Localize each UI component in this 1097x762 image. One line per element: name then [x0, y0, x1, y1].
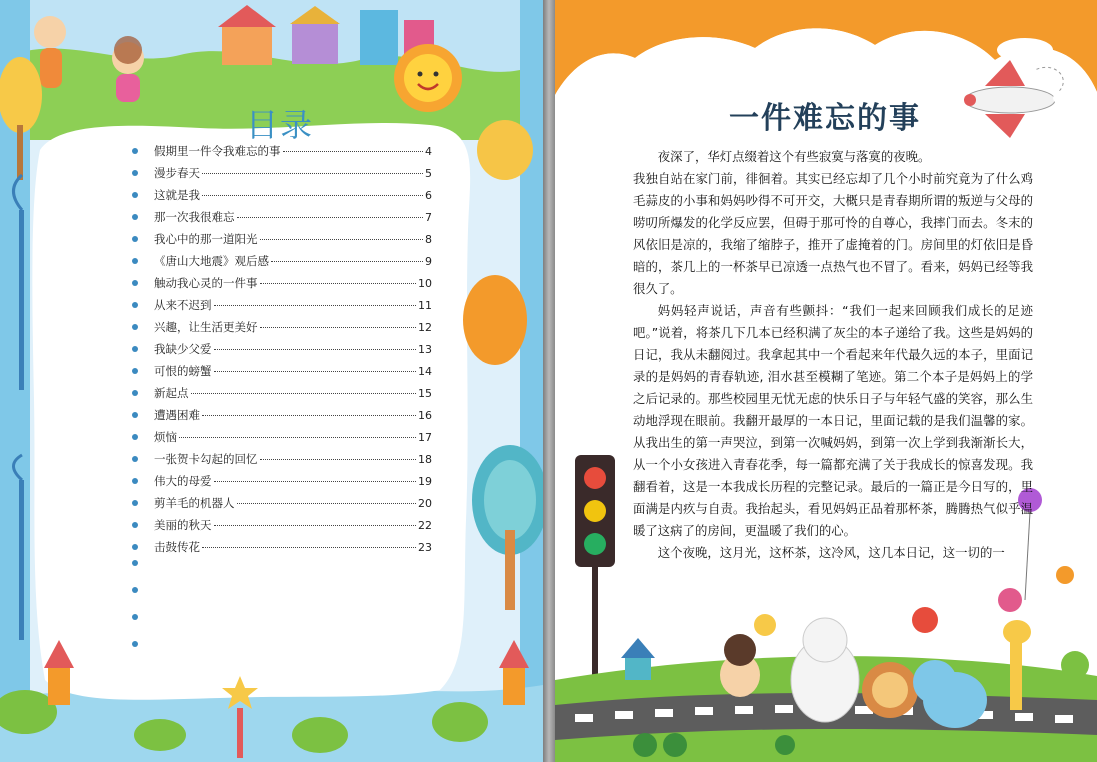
dot-leader — [202, 547, 416, 548]
toc-entry[interactable] — [132, 363, 432, 385]
article-title: 一件难忘的事 — [729, 101, 921, 136]
article-paragraph: 夜深了，华灯点缀着这个有些寂寞与落寞的夜晚。 — [657, 149, 931, 164]
dot-leader — [260, 327, 417, 328]
toc-entry[interactable] — [132, 473, 432, 495]
bullet-icon — [132, 544, 138, 550]
bullet-icon — [132, 192, 138, 198]
toc-entry-page: 5 — [425, 167, 432, 180]
dot-leader — [237, 217, 424, 218]
toc-entry-title: 我缺少父爱 — [154, 342, 212, 356]
dot-leader — [237, 503, 417, 504]
dot-leader — [202, 173, 423, 174]
toc-entry-title: 可恨的螃蟹 — [154, 364, 212, 378]
toc-empty-entry — [132, 561, 432, 588]
bullet-icon — [132, 236, 138, 242]
toc-entry-title: 伟大的母爱 — [154, 474, 212, 488]
dot-leader — [260, 459, 417, 460]
toc-empty-entry — [132, 588, 432, 615]
bullet-icon — [132, 434, 138, 440]
bullet-icon — [132, 500, 138, 506]
toc-entry-page: 4 — [425, 145, 432, 158]
toc-entry[interactable] — [132, 539, 432, 561]
toc-entry[interactable] — [132, 319, 432, 341]
toc-entry[interactable] — [132, 341, 432, 363]
dot-leader — [214, 525, 417, 526]
dot-leader — [214, 349, 417, 350]
bullet-icon — [132, 522, 138, 528]
toc-entry[interactable] — [132, 187, 432, 209]
toc-entry[interactable] — [132, 517, 432, 539]
bullet-icon — [132, 346, 138, 352]
toc-empty-entry — [132, 615, 432, 642]
toc-entry-page: 14 — [418, 365, 432, 378]
toc-entry-title: 假期里一件令我难忘的事 — [154, 144, 281, 158]
bullet-icon — [132, 258, 138, 264]
article-paragraph: 我独自站在家门前，徘徊着。其实已经忘却了几个小时前究竟为了什么鸡毛蒜皮的小事和妈妈吵得不可开交，大概只是青春期所谓的叛逆与父母的唠叨所爆发的化学反应罢，但碍于那可怜的自尊心，我摔门而去。冬末的风依旧是凉的，我缩了缩脖子，推开了虚掩着的门。房间里的灯依旧是昏暗的，茶几上的一杯茶早已凉透一点热气也不冒了。看来，妈妈已经等我很久了。 — [633, 171, 1033, 296]
article-paragraph: 妈妈轻声说话，声音有些颤抖：“我们一起来回顾我们成长的足迹吧。”说着，将茶几下几本已经积满了灰尘的本子递给了我。这些是妈妈的日记，我从未翻阅过。我拿起其中一个看起来年代最久远的本子，里面记录的是妈妈的青春轨迹, 泪水甚至模糊了笔迹。第二个本子是妈妈上的学之后记录的。那些校园里无忧无虑的快乐日子与年轻气盛的笑容，那么生动地浮现在眼前。我翻开最厚的一本日记，里面记载的是我们温馨的家。从我出生的第一声哭泣，到第一次喊妈妈，到第一次上学到我渐渐长大，从一个小女孩进入青春花季，每一篇都充满了关于我成长的惊喜发现。我翻看着，这是一本我成长历程的完整记录。最后的一篇正是今日写的，里面满是内疚与自责。我抬起头，看见妈妈正品着那杯茶，腾腾热气似乎温暖了这病了的房间，更温暖了我们的心。 — [633, 303, 1033, 538]
bullet-icon — [132, 170, 138, 176]
toc-page — [0, 0, 543, 762]
traffic-light-illustration — [575, 455, 615, 677]
toc-entry[interactable] — [132, 253, 432, 275]
dot-leader — [260, 283, 417, 284]
toc-entry-title: 遭遇困难 — [154, 408, 200, 422]
article-page — [555, 0, 1097, 762]
bullet-icon — [132, 148, 138, 154]
toc-entry-title: 美丽的秋天 — [154, 518, 212, 532]
toc-entry-page: 11 — [418, 299, 432, 312]
toc-entry-title: 新起点 — [154, 386, 189, 400]
toc-entry-title: 一张贺卡勾起的回忆 — [154, 452, 258, 466]
toc-empty-entry — [132, 642, 432, 669]
toc-entry-title: 《唐山大地震》观后感 — [154, 254, 269, 268]
dot-leader — [214, 371, 417, 372]
book-gutter — [543, 0, 555, 762]
toc-entry[interactable] — [132, 297, 432, 319]
toc-entry-page: 12 — [418, 321, 432, 334]
sun-illustration — [394, 44, 462, 112]
toc-entry[interactable] — [132, 231, 432, 253]
article-paragraph: 这个夜晚，这月光，这杯茶，这冷风，这几本日记，这一切的一 — [657, 545, 1005, 560]
toc-entry-page: 6 — [425, 189, 432, 202]
dot-leader — [283, 151, 424, 152]
toc-entry-page: 9 — [425, 255, 432, 268]
dot-leader — [214, 305, 417, 306]
toc-entry-page: 17 — [418, 431, 432, 444]
dot-leader — [191, 393, 417, 394]
toc-entry-page: 22 — [418, 519, 432, 532]
toc-entry-title: 兴趣，让生活更美好 — [154, 320, 258, 334]
toc-entry-title: 剪羊毛的机器人 — [154, 496, 235, 510]
toc-entry[interactable] — [132, 429, 432, 451]
toc-entry-title: 触动我心灵的一件事 — [154, 276, 258, 290]
toc-entry-title: 漫步春天 — [154, 166, 200, 180]
bullet-icon — [132, 456, 138, 462]
toc-entry-page: 10 — [418, 277, 432, 290]
bullet-icon — [132, 587, 138, 593]
toc-entry-title: 击鼓传花 — [154, 540, 200, 554]
toc-entry-page: 20 — [418, 497, 432, 510]
bullet-icon — [132, 641, 138, 647]
toc-entry-page: 18 — [418, 453, 432, 466]
bullet-icon — [132, 412, 138, 418]
toc-entry[interactable] — [132, 407, 432, 429]
toc-list — [132, 143, 432, 669]
toc-entry-title: 从来不迟到 — [154, 298, 212, 312]
toc-entry[interactable] — [132, 165, 432, 187]
toc-entry-title: 我心中的那一道阳光 — [154, 232, 258, 246]
toc-entry-page: 16 — [418, 409, 432, 422]
bullet-icon — [132, 214, 138, 220]
dot-leader — [179, 437, 416, 438]
bullet-icon — [132, 614, 138, 620]
toc-title: 目录 — [245, 106, 314, 144]
article-body — [633, 146, 1033, 564]
toc-entry[interactable] — [132, 495, 432, 517]
toc-entry-page: 19 — [418, 475, 432, 488]
dot-leader — [202, 195, 423, 196]
bullet-icon — [132, 324, 138, 330]
toc-entry[interactable] — [132, 143, 432, 165]
dot-leader — [202, 415, 416, 416]
bullet-icon — [132, 478, 138, 484]
toc-entry[interactable] — [132, 209, 432, 231]
toc-entry-title: 那一次我很难忘 — [154, 210, 235, 224]
toc-entry-page: 8 — [425, 233, 432, 246]
toc-entry[interactable] — [132, 451, 432, 473]
dot-leader — [260, 239, 424, 240]
toc-entry-page: 15 — [418, 387, 432, 400]
toc-entry[interactable] — [132, 275, 432, 297]
toc-entry-page: 7 — [425, 211, 432, 224]
toc-entry-title: 这就是我 — [154, 188, 200, 202]
bullet-icon — [132, 560, 138, 566]
toc-entry[interactable] — [132, 385, 432, 407]
toc-entry-page: 23 — [418, 541, 432, 554]
toc-entry-title: 烦恼 — [154, 430, 177, 444]
bullet-icon — [132, 302, 138, 308]
dot-leader — [271, 261, 423, 262]
toc-entry-page: 13 — [418, 343, 432, 356]
bullet-icon — [132, 280, 138, 286]
bullet-icon — [132, 368, 138, 374]
dot-leader — [214, 481, 417, 482]
bullet-icon — [132, 390, 138, 396]
